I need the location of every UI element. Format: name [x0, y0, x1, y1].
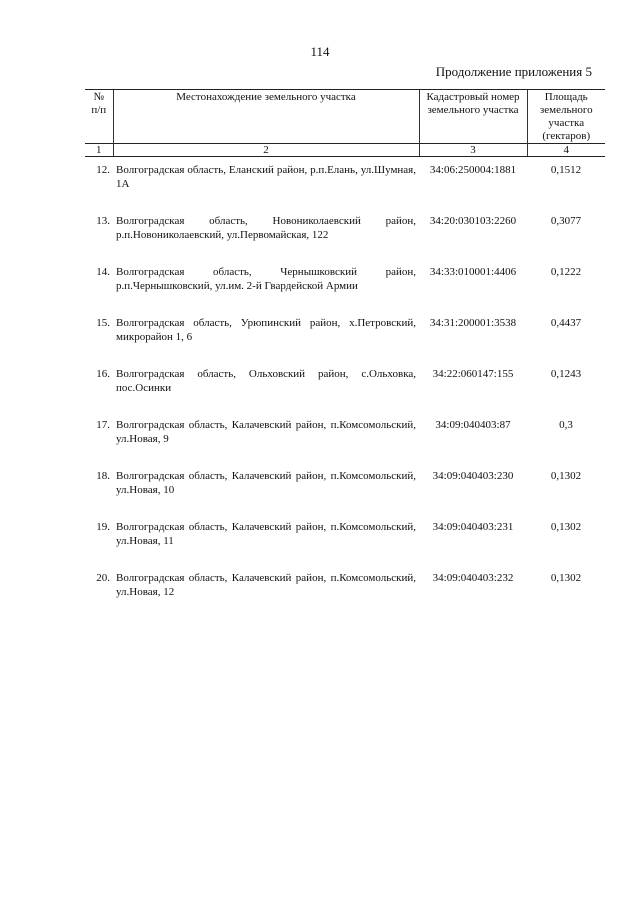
row-number: 18.	[96, 470, 110, 482]
continuation-note: Продолжение приложения 5	[435, 64, 592, 79]
table-body	[85, 157, 605, 600]
row-number: 15.	[96, 317, 110, 329]
plot-area: 0,4437	[550, 317, 582, 329]
row-spacer	[85, 497, 605, 520]
row-spacer	[85, 242, 605, 265]
row-number: 17.	[96, 419, 110, 431]
plot-location: Волгоградская область, Урюпинский район, х.Петровский, микрорайон 1, 6	[116, 317, 416, 343]
column-numbers-row	[85, 144, 605, 157]
land-plots-table	[85, 89, 605, 599]
column-number: 2	[113, 144, 419, 157]
cadastral-number: 34:09:040403:230	[432, 470, 514, 482]
plot-area: 0,3	[559, 419, 573, 431]
plot-location: Волгоградская область, Ольховский район, с.Ольховка, пос.Осинки	[116, 368, 416, 394]
plot-location: Волгоградская область, Калачевский район, п.Комсомольский, ул.Новая, 11	[116, 521, 416, 547]
table-row	[85, 571, 605, 599]
header-area: Площадь земельного участка (гектаров)	[527, 90, 605, 144]
table-row	[85, 520, 605, 548]
row-spacer-cell	[85, 446, 605, 469]
cadastral-number: 34:22:060147:155	[432, 368, 514, 380]
table-row	[85, 214, 605, 242]
row-spacer-cell	[85, 242, 605, 265]
plot-area: 0,3077	[550, 215, 582, 227]
table-row	[85, 265, 605, 293]
plot-location: Волгоградская область, Новониколаевский район, р.п.Новониколаевский, ул.Первомайская, 122	[116, 215, 416, 241]
plot-location: Волгоградская область, Калачевский район, п.Комсомольский, ул.Новая, 12	[116, 572, 416, 598]
row-number: 20.	[96, 572, 110, 584]
plot-area: 0,1222	[550, 266, 582, 278]
row-spacer	[85, 344, 605, 367]
plot-area: 0,1302	[550, 521, 582, 533]
header-location: Местонахождение земельного участка	[113, 90, 419, 144]
row-spacer	[85, 446, 605, 469]
plot-area: 0,1302	[550, 470, 582, 482]
table-header-row	[85, 90, 605, 144]
table-row	[85, 163, 605, 191]
page-number: 114	[310, 44, 330, 59]
row-spacer-cell	[85, 548, 605, 571]
cadastral-number: 34:09:040403:231	[432, 521, 514, 533]
row-spacer-cell	[85, 344, 605, 367]
cadastral-number: 34:06:250004:1881	[429, 164, 517, 176]
plot-location: Волгоградская область, Чернышковский район, р.п.Чернышковский, ул.им. 2-й Гвардейской Армии	[116, 266, 416, 292]
header-num: № п/п	[85, 90, 113, 144]
row-spacer	[85, 395, 605, 418]
row-spacer	[85, 293, 605, 316]
column-number: 1	[85, 144, 113, 157]
row-spacer	[85, 548, 605, 571]
row-spacer-cell	[85, 395, 605, 418]
plot-area: 0,1512	[550, 164, 582, 176]
row-number: 12.	[96, 164, 110, 176]
table-row	[85, 469, 605, 497]
row-spacer-cell	[85, 191, 605, 214]
row-number: 19.	[96, 521, 110, 533]
plot-area: 0,1243	[550, 368, 582, 380]
row-number: 16.	[96, 368, 110, 380]
plot-location: Волгоградская область, Калачевский район, п.Комсомольский, ул.Новая, 10	[116, 470, 416, 496]
cadastral-number: 34:31:200001:3538	[429, 317, 517, 329]
row-spacer	[85, 191, 605, 214]
plot-location: Волгоградская область, Калачевский район, п.Комсомольский, ул.Новая, 9	[116, 419, 416, 445]
header-cadastral: Кадастровый номер земельного участка	[419, 90, 527, 144]
cadastral-number: 34:09:040403:232	[432, 572, 514, 584]
plot-area: 0,1302	[550, 572, 582, 584]
column-number: 4	[527, 144, 605, 157]
row-spacer-cell	[85, 293, 605, 316]
table-row	[85, 367, 605, 395]
row-spacer-cell	[85, 497, 605, 520]
plot-location: Волгоградская область, Еланский район, р.п.Елань, ул.Шумная, 1А	[116, 164, 416, 190]
cadastral-number: 34:33:010001:4406	[429, 266, 517, 278]
table-row	[85, 316, 605, 344]
cadastral-number: 34:20:030103:2260	[429, 215, 517, 227]
row-number: 13.	[96, 215, 110, 227]
row-number: 14.	[96, 266, 110, 278]
column-number: 3	[419, 144, 527, 157]
table-row	[85, 418, 605, 446]
cadastral-number: 34:09:040403:87	[435, 419, 511, 431]
